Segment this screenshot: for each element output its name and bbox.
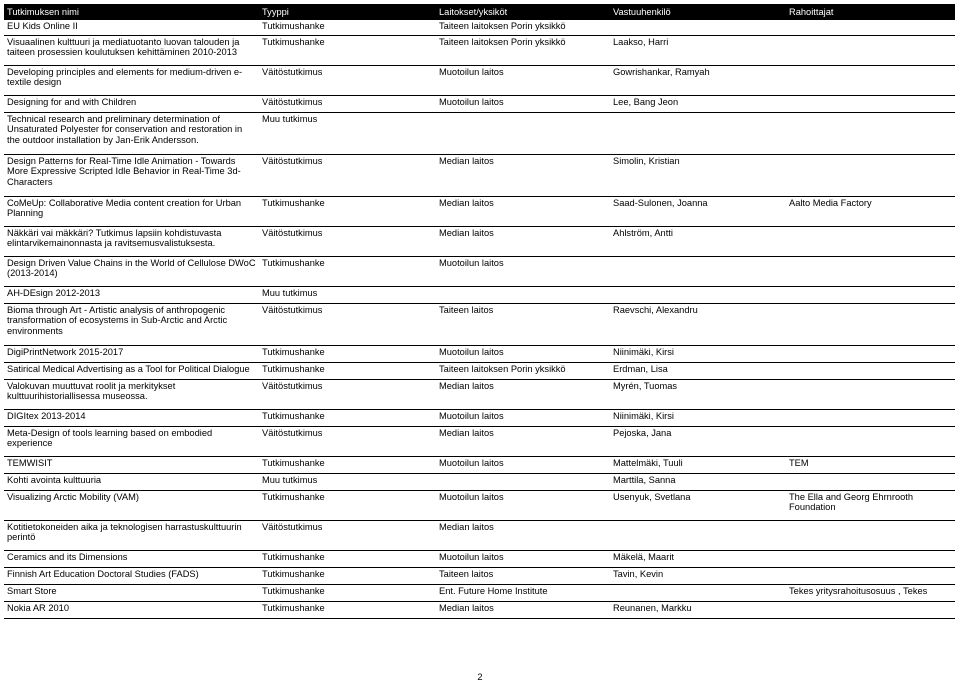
- cell-department: Taiteen laitos: [436, 568, 610, 585]
- table-row: [4, 568, 955, 585]
- cell-department: Ent. Future Home Institute: [436, 585, 610, 602]
- cell-funders: [786, 155, 955, 197]
- cell-type: Muu tutkimus: [259, 113, 436, 155]
- cell-responsible: Raevschi, Alexandru: [610, 304, 786, 346]
- cell-department: Median laitos: [436, 602, 610, 619]
- header-type: Tyyppi: [259, 4, 436, 20]
- cell-department: Taiteen laitoksen Porin yksikkö: [436, 20, 610, 36]
- cell-department: Muotoilun laitos: [436, 551, 610, 568]
- table-row: [4, 491, 955, 521]
- cell-funders: [786, 380, 955, 410]
- table-row: [4, 197, 955, 227]
- table-row: [4, 363, 955, 380]
- cell-funders: Tekes yritysrahoitusosuus , Tekes: [786, 585, 955, 602]
- table-row: [4, 602, 955, 619]
- cell-funders: [786, 521, 955, 551]
- cell-department: Muotoilun laitos: [436, 96, 610, 113]
- cell-type: Väitöstutkimus: [259, 155, 436, 197]
- cell-name: Designing for and with Children: [4, 96, 259, 113]
- cell-funders: [786, 36, 955, 66]
- cell-funders: [786, 257, 955, 287]
- cell-funders: [786, 113, 955, 155]
- cell-type: Väitöstutkimus: [259, 521, 436, 551]
- cell-department: [436, 287, 610, 304]
- cell-name: Nokia AR 2010: [4, 602, 259, 619]
- cell-department: Median laitos: [436, 155, 610, 197]
- cell-responsible: [610, 585, 786, 602]
- cell-department: Muotoilun laitos: [436, 66, 610, 96]
- table-row: [4, 20, 955, 36]
- cell-responsible: [610, 113, 786, 155]
- cell-funders: TEM: [786, 457, 955, 474]
- cell-type: Tutkimushanke: [259, 36, 436, 66]
- cell-type: Väitöstutkimus: [259, 227, 436, 257]
- table-row: [4, 66, 955, 96]
- cell-responsible: Saad-Sulonen, Joanna: [610, 197, 786, 227]
- cell-funders: [786, 20, 955, 36]
- cell-name: Bioma through Art - Artistic analysis of anthropogenic transformation of ecosystems in Sub-Arctic and Arctic environments: [4, 304, 259, 346]
- cell-type: Tutkimushanke: [259, 491, 436, 521]
- cell-funders: [786, 410, 955, 427]
- table-row: [4, 113, 955, 155]
- table-row: [4, 410, 955, 427]
- cell-responsible: Gowrishankar, Ramyah: [610, 66, 786, 96]
- cell-type: Tutkimushanke: [259, 363, 436, 380]
- cell-responsible: Myrén, Tuomas: [610, 380, 786, 410]
- table-row: [4, 36, 955, 66]
- table-header-row: [4, 4, 955, 20]
- table-row: [4, 585, 955, 602]
- cell-responsible: Usenyuk, Svetlana: [610, 491, 786, 521]
- header-name: Tutkimuksen nimi: [4, 4, 259, 20]
- cell-department: Taiteen laitos: [436, 304, 610, 346]
- cell-name: Visuaalinen kulttuuri ja mediatuotanto luovan talouden ja taiteen prosessien koulutuksen kehittäminen 2010-2013: [4, 36, 259, 66]
- cell-type: Tutkimushanke: [259, 551, 436, 568]
- cell-name: Visualizing Arctic Mobility (VAM): [4, 491, 259, 521]
- cell-department: Muotoilun laitos: [436, 457, 610, 474]
- cell-funders: The Ella and Georg Ehrnrooth Foundation: [786, 491, 955, 521]
- cell-name: Technical research and preliminary determination of Unsaturated Polyester for conservation and restoration in the outdoor installation by Jan-Erik Andersson.: [4, 113, 259, 155]
- page-number: 2: [477, 672, 483, 682]
- cell-responsible: Ahlström, Antti: [610, 227, 786, 257]
- cell-name: Satirical Medical Advertising as a Tool for Political Dialogue: [4, 363, 259, 380]
- cell-department: Muotoilun laitos: [436, 346, 610, 363]
- table-row: [4, 380, 955, 410]
- table-row: [4, 227, 955, 257]
- cell-name: Smart Store: [4, 585, 259, 602]
- table-row: [4, 521, 955, 551]
- table-row: [4, 457, 955, 474]
- table-row: [4, 551, 955, 568]
- cell-funders: [786, 346, 955, 363]
- cell-funders: [786, 551, 955, 568]
- cell-name: TEMWISIT: [4, 457, 259, 474]
- cell-type: Tutkimushanke: [259, 20, 436, 36]
- cell-funders: [786, 474, 955, 491]
- cell-name: Finnish Art Education Doctoral Studies (FADS): [4, 568, 259, 585]
- cell-type: Väitöstutkimus: [259, 66, 436, 96]
- cell-type: Tutkimushanke: [259, 457, 436, 474]
- cell-responsible: Niinimäki, Kirsi: [610, 410, 786, 427]
- cell-type: Tutkimushanke: [259, 257, 436, 287]
- cell-responsible: Niinimäki, Kirsi: [610, 346, 786, 363]
- cell-name: DIGItex 2013-2014: [4, 410, 259, 427]
- header-department: Laitokset/yksiköt: [436, 4, 610, 20]
- cell-funders: [786, 287, 955, 304]
- cell-responsible: Lee, Bang Jeon: [610, 96, 786, 113]
- cell-funders: [786, 96, 955, 113]
- cell-responsible: [610, 20, 786, 36]
- table-row: [4, 304, 955, 346]
- cell-name: Design Driven Value Chains in the World of Cellulose DWoC (2013-2014): [4, 257, 259, 287]
- cell-department: Muotoilun laitos: [436, 491, 610, 521]
- cell-type: Tutkimushanke: [259, 585, 436, 602]
- cell-name: EU Kids Online II: [4, 20, 259, 36]
- table-row: [4, 287, 955, 304]
- cell-responsible: Simolin, Kristian: [610, 155, 786, 197]
- cell-name: Design Patterns for Real-Time Idle Animation - Towards More Expressive Scripted Idle Behavior in Real-Time 3d-Characters: [4, 155, 259, 197]
- cell-responsible: Laakso, Harri: [610, 36, 786, 66]
- cell-funders: [786, 602, 955, 619]
- cell-department: Taiteen laitoksen Porin yksikkö: [436, 36, 610, 66]
- cell-responsible: [610, 287, 786, 304]
- cell-department: Median laitos: [436, 521, 610, 551]
- cell-department: Muotoilun laitos: [436, 410, 610, 427]
- cell-funders: [786, 363, 955, 380]
- cell-funders: [786, 227, 955, 257]
- cell-responsible: Marttila, Sanna: [610, 474, 786, 491]
- cell-name: Valokuvan muuttuvat roolit ja merkitykset kulttuurihistoriallisessa museossa.: [4, 380, 259, 410]
- cell-department: Muotoilun laitos: [436, 257, 610, 287]
- cell-name: Kohti avointa kulttuuria: [4, 474, 259, 491]
- cell-department: Median laitos: [436, 427, 610, 457]
- cell-name: Meta-Design of tools learning based on embodied experience: [4, 427, 259, 457]
- cell-name: CoMeUp: Collaborative Media content creation for Urban Planning: [4, 197, 259, 227]
- cell-responsible: Mäkelä, Maarit: [610, 551, 786, 568]
- cell-funders: [786, 568, 955, 585]
- cell-funders: [786, 427, 955, 457]
- cell-type: Muu tutkimus: [259, 474, 436, 491]
- cell-name: DigiPrintNetwork 2015-2017: [4, 346, 259, 363]
- cell-type: Tutkimushanke: [259, 346, 436, 363]
- research-table: [4, 4, 955, 619]
- cell-type: Tutkimushanke: [259, 197, 436, 227]
- cell-type: Väitöstutkimus: [259, 96, 436, 113]
- cell-department: Median laitos: [436, 197, 610, 227]
- cell-name: Kotitietokoneiden aika ja teknologisen harrastuskulttuurin perintö: [4, 521, 259, 551]
- table-row: [4, 346, 955, 363]
- table-row: [4, 474, 955, 491]
- cell-responsible: Mattelmäki, Tuuli: [610, 457, 786, 474]
- cell-responsible: Pejoska, Jana: [610, 427, 786, 457]
- table-row: [4, 257, 955, 287]
- cell-responsible: Erdman, Lisa: [610, 363, 786, 380]
- cell-department: Taiteen laitoksen Porin yksikkö: [436, 363, 610, 380]
- cell-responsible: Tavin, Kevin: [610, 568, 786, 585]
- cell-type: Väitöstutkimus: [259, 304, 436, 346]
- header-responsible: Vastuuhenkilö: [610, 4, 786, 20]
- header-funders: Rahoittajat: [786, 4, 955, 20]
- table-row: [4, 96, 955, 113]
- cell-name: Ceramics and its Dimensions: [4, 551, 259, 568]
- cell-type: Väitöstutkimus: [259, 380, 436, 410]
- cell-department: Median laitos: [436, 380, 610, 410]
- cell-department: [436, 474, 610, 491]
- table-row: [4, 155, 955, 197]
- cell-name: AH-DEsign 2012-2013: [4, 287, 259, 304]
- cell-name: Näkkäri vai mäkkäri? Tutkimus lapsiin kohdistuvasta elintarvikemainonnasta ja ravitsemusvalistuksesta.: [4, 227, 259, 257]
- cell-type: Väitöstutkimus: [259, 427, 436, 457]
- cell-type: Tutkimushanke: [259, 568, 436, 585]
- cell-department: Median laitos: [436, 227, 610, 257]
- cell-funders: Aalto Media Factory: [786, 197, 955, 227]
- table-row: [4, 427, 955, 457]
- cell-type: Muu tutkimus: [259, 287, 436, 304]
- cell-name: Developing principles and elements for medium-driven e-textile design: [4, 66, 259, 96]
- cell-responsible: [610, 257, 786, 287]
- cell-responsible: [610, 521, 786, 551]
- cell-responsible: Reunanen, Markku: [610, 602, 786, 619]
- cell-type: Tutkimushanke: [259, 410, 436, 427]
- cell-department: [436, 113, 610, 155]
- cell-funders: [786, 304, 955, 346]
- cell-type: Tutkimushanke: [259, 602, 436, 619]
- cell-funders: [786, 66, 955, 96]
